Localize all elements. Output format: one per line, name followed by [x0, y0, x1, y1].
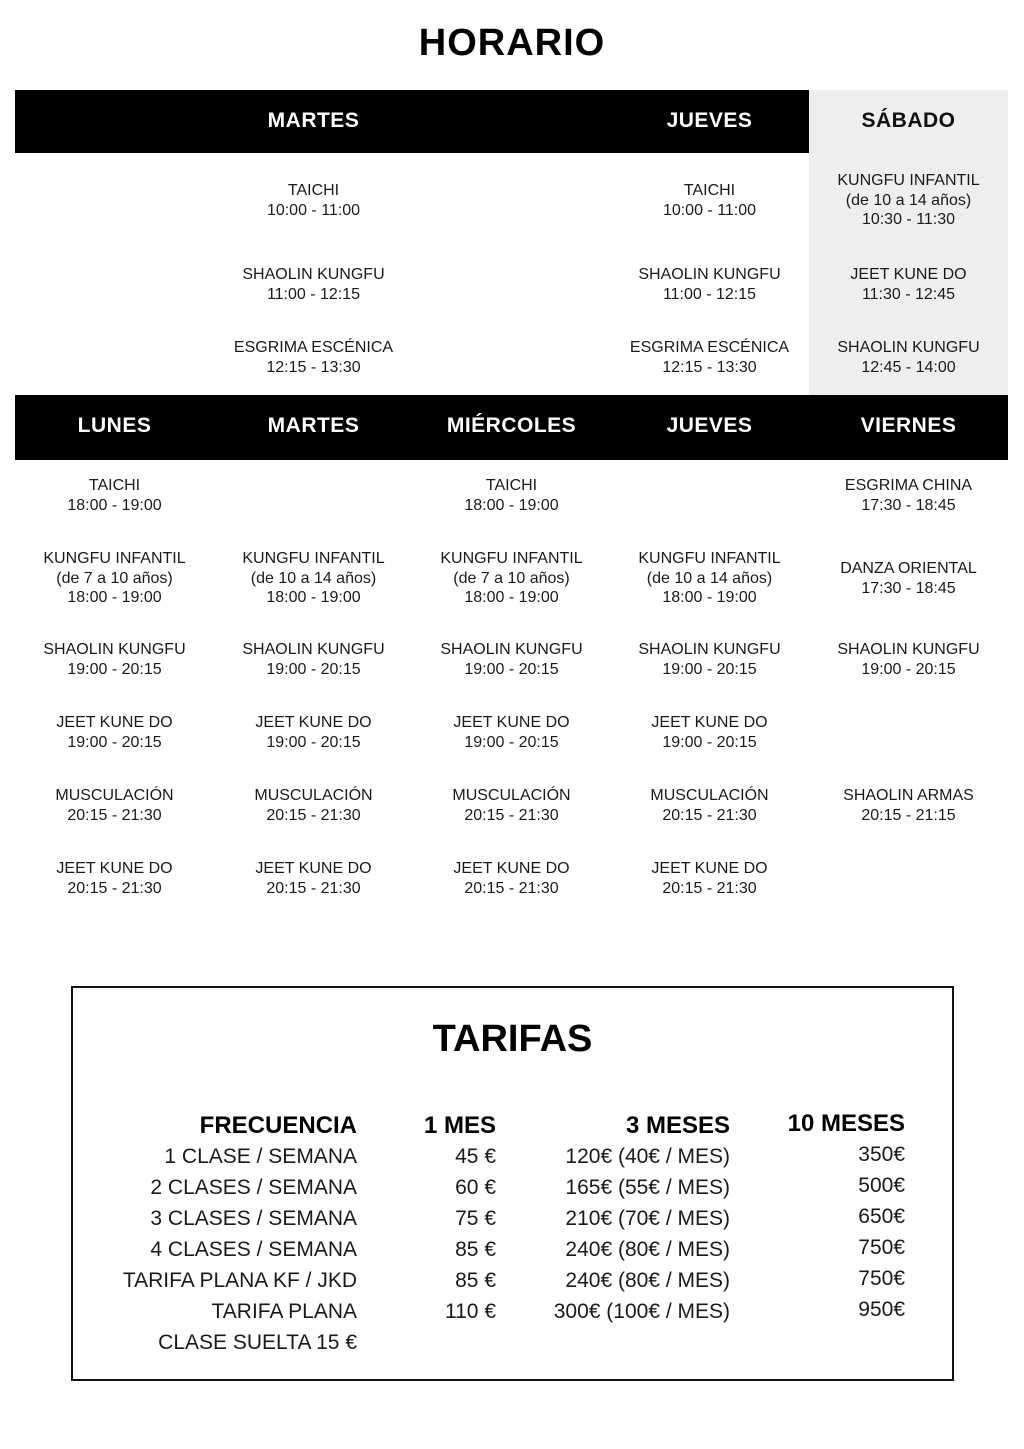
header-martes: MARTES — [267, 109, 360, 132]
class-time: 19:00 - 20:15 — [67, 660, 162, 678]
class-name: JEET KUNE DO — [651, 714, 768, 731]
tarifa-price: 240€ (80€ / MES) — [565, 1269, 730, 1292]
class-time: 19:00 - 20:15 — [464, 660, 559, 678]
class-time: 19:00 - 20:15 — [464, 733, 559, 751]
class-name: SHAOLIN KUNGFU — [440, 641, 583, 658]
class-name: ESGRIMA CHINA — [844, 477, 973, 494]
header-jueves: JUEVES — [666, 414, 753, 437]
tarifa-price: 750€ — [858, 1267, 905, 1290]
class-cell — [214, 786, 413, 825]
class-name: TAICHI — [287, 182, 340, 199]
class-note: (de 7 a 10 años) — [56, 569, 173, 587]
header-miercoles: MIÉRCOLES — [446, 414, 577, 437]
class-name: MUSCULACIÓN — [55, 787, 174, 804]
class-note: (de 10 a 14 años) — [845, 191, 972, 209]
tarifa-price: 500€ — [858, 1174, 905, 1197]
class-time: 10:00 - 11:00 — [266, 201, 361, 219]
class-cell — [809, 171, 1008, 230]
tarifa-price: 85 € — [455, 1238, 496, 1261]
tarifa-price: 165€ (55€ / MES) — [565, 1176, 730, 1199]
class-name: SHAOLIN KUNGFU — [242, 641, 385, 658]
class-cell — [610, 859, 809, 898]
class-name: SHAOLIN KUNGFU — [638, 641, 781, 658]
class-time: 11:00 - 12:15 — [266, 285, 361, 303]
tarifa-price: 240€ (80€ / MES) — [565, 1238, 730, 1261]
class-cell — [214, 859, 413, 898]
class-time: 19:00 - 20:15 — [266, 660, 361, 678]
class-name: SHAOLIN KUNGFU — [638, 266, 781, 283]
class-name: KUNGFU INFANTIL — [440, 550, 583, 567]
class-time: 20:15 - 21:30 — [266, 879, 361, 897]
class-time: 10:00 - 11:00 — [662, 201, 757, 219]
class-time: 18:00 - 19:00 — [67, 496, 162, 514]
class-time: 19:00 - 20:15 — [662, 733, 757, 751]
class-time: 19:00 - 20:15 — [861, 660, 956, 678]
class-cell — [15, 859, 214, 898]
class-name: KUNGFU INFANTIL — [638, 550, 781, 567]
class-time: 18:00 - 19:00 — [266, 589, 361, 606]
class-name: KUNGFU INFANTIL — [43, 550, 186, 567]
tarifa-price: 120€ (40€ / MES) — [565, 1145, 730, 1168]
tarifa-price: 750€ — [858, 1236, 905, 1259]
class-time: 20:15 - 21:15 — [861, 806, 956, 824]
tarifa-price: 210€ (70€ / MES) — [565, 1207, 730, 1230]
tarifa-price: 300€ (100€ / MES) — [553, 1300, 730, 1323]
class-time: 20:15 - 21:30 — [464, 806, 559, 824]
class-name: JEET KUNE DO — [850, 266, 967, 283]
class-cell — [412, 713, 611, 752]
class-cell — [412, 859, 611, 898]
header-lunes: LUNES — [77, 414, 152, 437]
tarifa-price: 950€ — [858, 1298, 905, 1321]
class-name: JEET KUNE DO — [56, 860, 173, 877]
class-time: 19:00 - 20:15 — [662, 660, 757, 678]
class-cell — [15, 549, 214, 608]
class-cell — [809, 786, 1008, 825]
tarifa-row: 1 CLASE / SEMANA — [164, 1145, 357, 1168]
class-cell — [610, 549, 809, 608]
class-name: TAICHI — [485, 477, 538, 494]
class-time: 17:30 - 18:45 — [861, 496, 956, 514]
class-name: JEET KUNE DO — [255, 860, 372, 877]
class-name: ESGRIMA ESCÉNICA — [233, 339, 394, 356]
tarifa-row: 4 CLASES / SEMANA — [150, 1238, 357, 1261]
class-time: 18:00 - 19:00 — [662, 589, 757, 606]
class-cell — [15, 713, 214, 752]
tarifa-row: CLASE SUELTA 15 € — [158, 1331, 357, 1354]
tarifa-row: 3 CLASES / SEMANA — [150, 1207, 357, 1230]
tarifa-price: 650€ — [858, 1205, 905, 1228]
tarifas-col-1mes — [424, 1110, 496, 1327]
class-cell — [214, 549, 413, 608]
tarifa-price: 85 € — [455, 1269, 496, 1292]
class-cell — [214, 265, 413, 304]
class-name: JEET KUNE DO — [255, 714, 372, 731]
class-cell — [412, 640, 611, 679]
class-time: 18:00 - 19:00 — [464, 496, 559, 514]
class-name: JEET KUNE DO — [56, 714, 173, 731]
col-header-10meses: 10 MESES — [787, 1110, 905, 1137]
tarifa-price: 45 € — [455, 1145, 496, 1168]
col-header-1mes: 1 MES — [423, 1112, 496, 1139]
class-cell — [412, 476, 611, 515]
class-name: TAICHI — [88, 477, 141, 494]
header-sabado: SÁBADO — [861, 109, 956, 132]
class-cell — [15, 476, 214, 515]
class-time: 20:15 - 21:30 — [67, 806, 162, 824]
class-time: 18:00 - 19:00 — [67, 589, 162, 606]
morning-schedule — [15, 90, 1008, 395]
class-time: 20:15 - 21:30 — [266, 806, 361, 824]
tarifa-price: 110 € — [445, 1300, 496, 1323]
header-martes: MARTES — [267, 414, 360, 437]
class-cell — [610, 786, 809, 825]
class-time: 19:00 - 20:15 — [67, 733, 162, 751]
col-header-frecuencia: FRECUENCIA — [199, 1112, 357, 1139]
class-cell — [15, 640, 214, 679]
class-note: (de 10 a 14 años) — [646, 569, 773, 587]
tarifa-price: 75 € — [455, 1207, 496, 1230]
class-time: 12:45 - 14:00 — [861, 358, 956, 376]
class-name: KUNGFU INFANTIL — [837, 172, 980, 189]
class-name: ESGRIMA ESCÉNICA — [629, 339, 790, 356]
class-name: JEET KUNE DO — [453, 860, 570, 877]
class-time: 20:15 - 21:30 — [464, 879, 559, 897]
class-name: KUNGFU INFANTIL — [242, 550, 385, 567]
class-cell — [809, 476, 1008, 515]
class-time: 12:15 - 13:30 — [662, 358, 757, 376]
class-time: 12:15 - 13:30 — [266, 358, 361, 376]
class-note: (de 10 a 14 años) — [250, 569, 377, 587]
tarifa-price: 60 € — [455, 1176, 496, 1199]
page-title: HORARIO — [418, 22, 606, 64]
class-cell — [214, 338, 413, 377]
class-cell — [610, 713, 809, 752]
class-name: SHAOLIN KUNGFU — [242, 266, 385, 283]
tarifa-price: 350€ — [858, 1143, 905, 1166]
class-name: SHAOLIN ARMAS — [843, 787, 974, 804]
header-viernes: VIERNES — [860, 414, 957, 437]
class-time: 20:15 - 21:30 — [662, 879, 757, 897]
class-time: 20:15 - 21:30 — [67, 879, 162, 897]
tarifa-row: TARIFA PLANA KF / JKD — [122, 1269, 357, 1292]
class-time: 10:30 - 11:30 — [861, 211, 956, 228]
header-jueves: JUEVES — [666, 109, 753, 132]
class-cell — [610, 181, 809, 220]
class-name: JEET KUNE DO — [651, 860, 768, 877]
class-name: SHAOLIN KUNGFU — [837, 339, 980, 356]
class-cell — [610, 640, 809, 679]
class-cell — [412, 786, 611, 825]
tarifa-row: 2 CLASES / SEMANA — [150, 1176, 357, 1199]
tarifas-box — [71, 986, 954, 1381]
tarifas-col-frecuencia — [123, 1110, 357, 1358]
class-time: 20:15 - 21:30 — [662, 806, 757, 824]
tarifas-title: TARIFAS — [432, 1018, 593, 1060]
class-name: JEET KUNE DO — [453, 714, 570, 731]
class-name: TAICHI — [683, 182, 736, 199]
class-cell — [610, 265, 809, 304]
class-cell — [809, 338, 1008, 377]
tarifas-col-10meses — [788, 1108, 905, 1325]
class-time: 18:00 - 19:00 — [464, 589, 559, 606]
class-cell — [809, 559, 1008, 598]
class-cell — [214, 640, 413, 679]
class-time: 19:00 - 20:15 — [266, 733, 361, 751]
class-time: 11:00 - 12:15 — [662, 285, 757, 303]
tarifa-row: TARIFA PLANA — [211, 1300, 357, 1323]
col-header-3meses: 3 MESES — [625, 1112, 730, 1139]
class-name: SHAOLIN KUNGFU — [43, 641, 186, 658]
class-time: 11:30 - 12:45 — [861, 285, 956, 303]
evening-header-bar — [15, 395, 1008, 460]
class-note: (de 7 a 10 años) — [453, 569, 570, 587]
class-name: MUSCULACIÓN — [650, 787, 769, 804]
class-cell — [809, 640, 1008, 679]
class-time: 17:30 - 18:45 — [861, 579, 956, 597]
class-name: MUSCULACIÓN — [254, 787, 373, 804]
class-cell — [412, 549, 611, 608]
class-cell — [214, 713, 413, 752]
class-cell — [610, 338, 809, 377]
class-name: SHAOLIN KUNGFU — [837, 641, 980, 658]
class-cell — [15, 786, 214, 825]
tarifas-col-3meses — [554, 1110, 730, 1327]
class-name: DANZA ORIENTAL — [840, 560, 977, 577]
class-cell — [214, 181, 413, 220]
class-name: MUSCULACIÓN — [452, 787, 571, 804]
class-cell — [809, 265, 1008, 304]
